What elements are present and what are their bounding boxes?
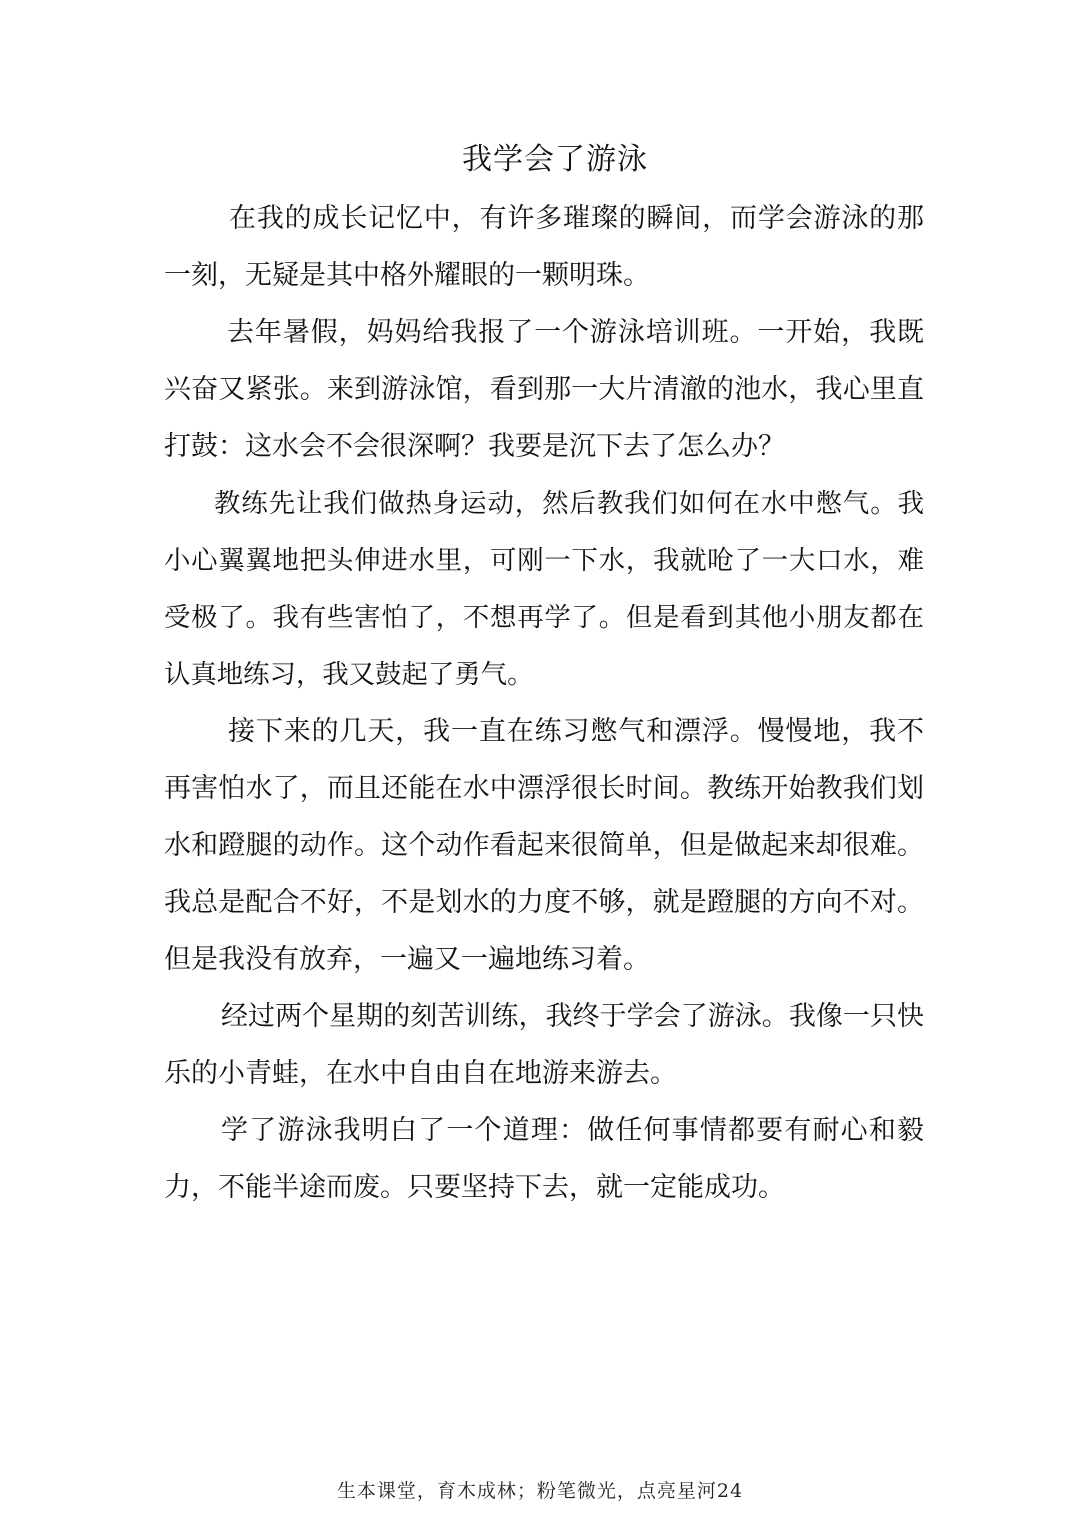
paragraph-3: 教练先让我们做热身运动，然后教我们如何在水中憋气。我小心翼翼地把头伸进水里，可刚一下水，我就呛了一大口水，难受极了。我有些害怕了，不想再学了。但是看到其他小朋友都在认真地练习，我又鼓起了勇气。 bbox=[164, 488, 924, 690]
page-footer: 生本课堂，育木成林；粉笔微光，点亮星河24 bbox=[336, 1480, 744, 1502]
paragraph-5: 经过两个星期的刻苦训练，我终于学会了游泳。我像一只快乐的小青蛙，在水中自由自在地游来游去。 bbox=[164, 1001, 924, 1089]
paragraph-1: 在我的成长记忆中，有许多璀璨的瞬间，而学会游泳的那一刻，无疑是其中格外耀眼的一颗明珠。 bbox=[164, 203, 924, 291]
essay-title: 我学会了游泳 bbox=[462, 142, 648, 177]
paragraph-4: 接下来的几天，我一直在练习憋气和漂浮。慢慢地，我不再害怕水了，而且还能在水中漂浮很长时间。教练开始教我们划水和蹬腿的动作。这个动作看起来很简单，但是做起来却很难。我总是配合不好，不是划水的力度不够，就是蹬腿的方向不对。但是我没有放弃，一遍又一遍地练习着。 bbox=[164, 716, 924, 975]
essay-body bbox=[164, 190, 924, 1216]
paragraph-2: 去年暑假，妈妈给我报了一个游泳培训班。一开始，我既兴奋又紧张。来到游泳馆，看到那一大片清澈的池水，我心里直打鼓：这水会不会很深啊？我要是沉下去了怎么办？ bbox=[164, 317, 924, 462]
paragraph-6: 学了游泳我明白了一个道理：做任何事情都要有耐心和毅力，不能半途而废。只要坚持下去，就一定能成功。 bbox=[164, 1115, 924, 1203]
